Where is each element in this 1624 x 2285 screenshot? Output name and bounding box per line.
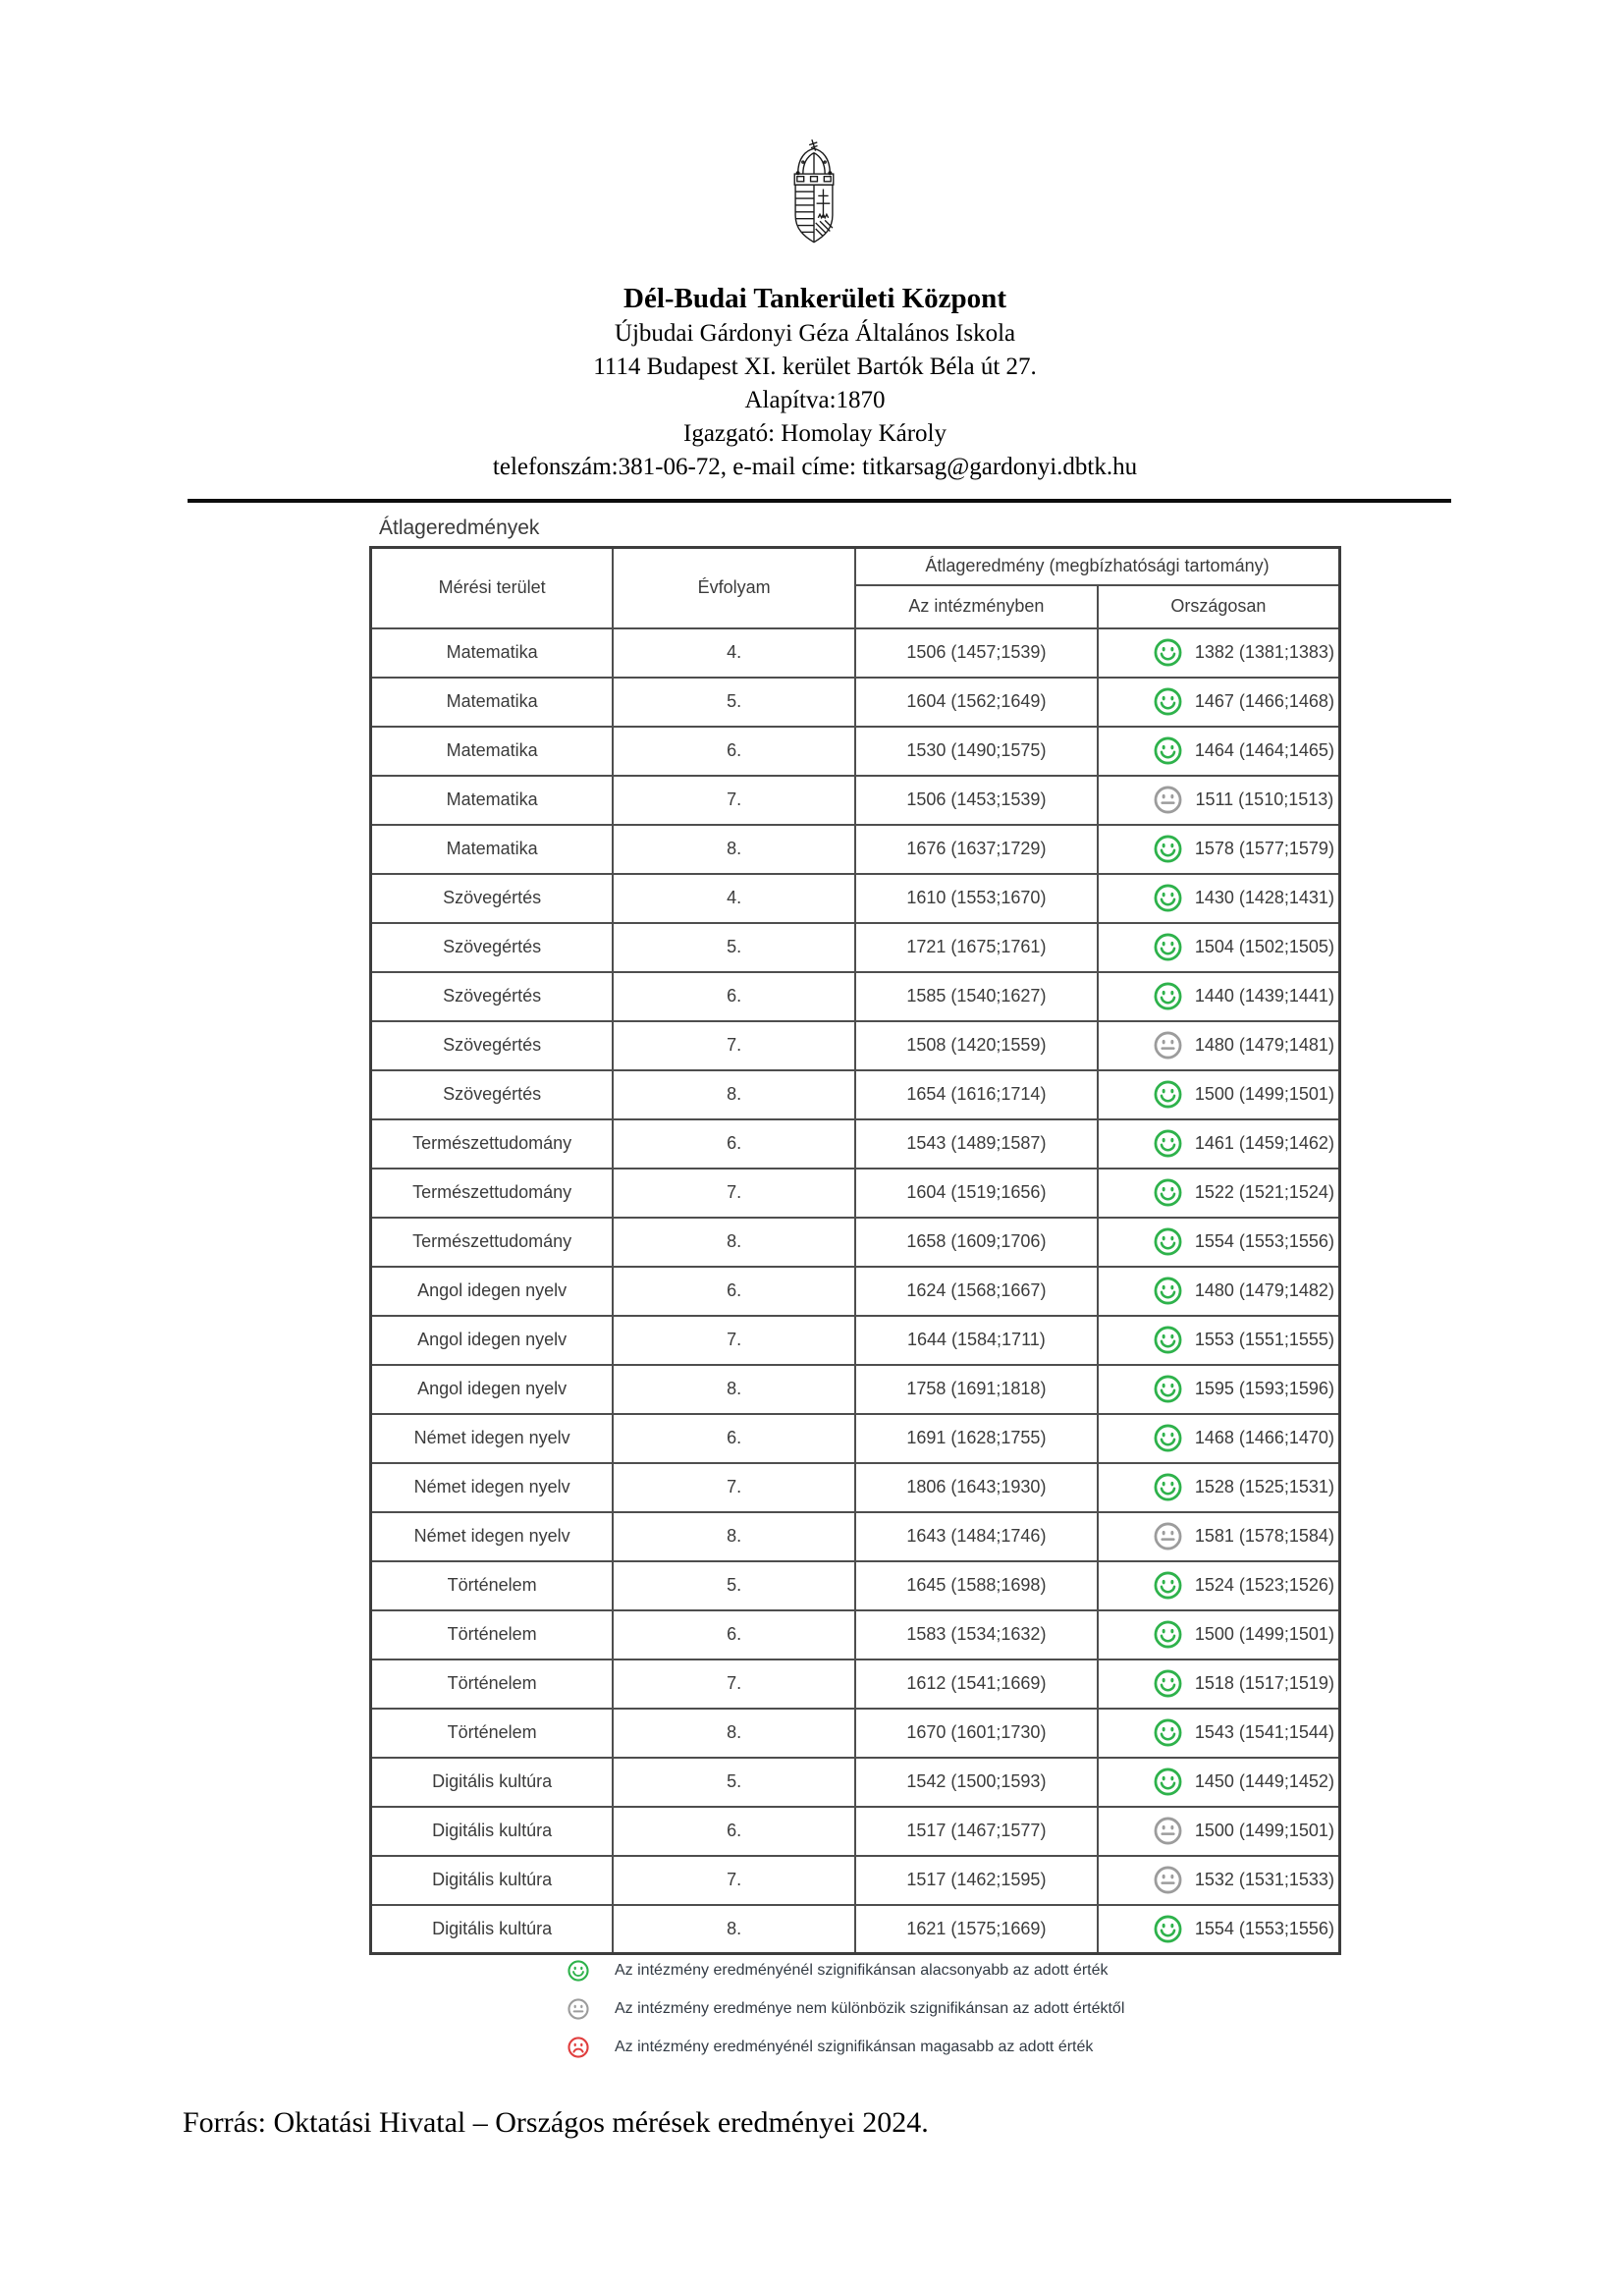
measurement-area-cell: Matematika: [371, 678, 614, 727]
measurement-area-cell: Német idegen nyelv: [371, 1463, 614, 1512]
institution-result-cell: 1542 (1500;1593): [855, 1758, 1098, 1807]
measurement-area-cell: Digitális kultúra: [371, 1758, 614, 1807]
national-result-cell: [1098, 1169, 1340, 1218]
measurement-area-cell: Matematika: [371, 727, 614, 776]
col-header-area: Mérési terület: [371, 548, 614, 628]
table-row: [371, 1905, 1340, 1954]
legend-item-label: Az intézmény eredményénél szignifikánsan magasabb az adott érték: [615, 2039, 1094, 2055]
national-result-cell: [1098, 1659, 1340, 1709]
col-header-result-group: Átlageredmény (megbízhatósági tartomány): [855, 548, 1340, 585]
school-address: 1114 Budapest XI. kerület Bartók Béla út 27.: [593, 354, 1037, 380]
institution-result-cell: 1643 (1484;1746): [855, 1512, 1098, 1561]
institution-result-cell: 1621 (1575;1669): [855, 1905, 1098, 1954]
national-result-value: 1382 (1381;1383): [1194, 642, 1334, 662]
table-row: [371, 1316, 1340, 1365]
org-name: Dél-Budai Tankerületi Központ: [623, 283, 1006, 314]
happy-smiley-icon: [1154, 1473, 1182, 1501]
happy-smiley-icon: [1154, 1227, 1182, 1256]
happy-smiley-icon: [1154, 1669, 1182, 1698]
table-row: [371, 776, 1340, 825]
table-row: [371, 1070, 1340, 1119]
national-result-value: 1553 (1551;1555): [1194, 1330, 1334, 1349]
institution-result-cell: 1506 (1457;1539): [855, 628, 1098, 678]
grade-cell: 4.: [613, 874, 855, 923]
measurement-area-cell: Szövegértés: [371, 874, 614, 923]
national-result-cell: [1098, 1807, 1340, 1856]
institution-result-cell: 1691 (1628;1755): [855, 1414, 1098, 1463]
national-result-cell: [1098, 776, 1340, 825]
table-row: [371, 678, 1340, 727]
grade-cell: 7.: [613, 1169, 855, 1218]
institution-result-cell: 1676 (1637;1729): [855, 825, 1098, 874]
institution-result-cell: 1530 (1490;1575): [855, 727, 1098, 776]
national-result-cell: [1098, 874, 1340, 923]
table-row: [371, 1021, 1340, 1070]
institution-result-cell: 1506 (1453;1539): [855, 776, 1098, 825]
grade-cell: 7.: [613, 776, 855, 825]
happy-smiley-icon: [1154, 1375, 1182, 1403]
happy-smiley-icon: [1154, 933, 1182, 961]
grade-cell: 8.: [613, 825, 855, 874]
national-result-cell: [1098, 1218, 1340, 1267]
national-result-value: 1500 (1499;1501): [1194, 1624, 1334, 1644]
section-title: Átlageredmények: [379, 517, 540, 539]
legend-item: [568, 1960, 1124, 1982]
table-row: [371, 727, 1340, 776]
national-result-cell: [1098, 727, 1340, 776]
col-header-grade: Évfolyam: [613, 548, 855, 628]
neutral-smiley-icon: [1154, 1031, 1182, 1060]
grade-cell: 7.: [613, 1316, 855, 1365]
grade-cell: 6.: [613, 1267, 855, 1316]
national-result-cell: [1098, 1856, 1340, 1905]
col-header-institution: Az intézményben: [855, 585, 1098, 628]
national-result-cell: [1098, 1610, 1340, 1659]
table-row: [371, 1709, 1340, 1758]
institution-result-cell: 1585 (1540;1627): [855, 972, 1098, 1021]
director-line: Igazgató: Homolay Károly: [683, 420, 947, 447]
national-result-cell: [1098, 1414, 1340, 1463]
national-result-value: 1554 (1553;1556): [1194, 1231, 1334, 1251]
measurement-area-cell: Történelem: [371, 1709, 614, 1758]
happy-smiley-icon: [1154, 1277, 1182, 1305]
national-result-cell: [1098, 628, 1340, 678]
national-result-value: 1464 (1464;1465): [1194, 740, 1334, 760]
measurement-area-cell: Digitális kultúra: [371, 1856, 614, 1905]
national-result-value: 1532 (1531;1533): [1194, 1870, 1334, 1889]
national-result-value: 1467 (1466;1468): [1194, 691, 1334, 711]
national-result-value: 1578 (1577;1579): [1194, 839, 1334, 858]
legend: [568, 1960, 1124, 2075]
measurement-area-cell: Történelem: [371, 1610, 614, 1659]
institution-result-cell: 1721 (1675;1761): [855, 923, 1098, 972]
institution-result-cell: 1604 (1519;1656): [855, 1169, 1098, 1218]
institution-result-cell: 1583 (1534;1632): [855, 1610, 1098, 1659]
national-result-cell: [1098, 1463, 1340, 1512]
measurement-area-cell: Szövegértés: [371, 972, 614, 1021]
happy-smiley-icon: [1154, 1768, 1182, 1796]
table-header-row-1: [371, 548, 1340, 585]
grade-cell: 4.: [613, 628, 855, 678]
national-result-value: 1528 (1525;1531): [1194, 1477, 1334, 1496]
grade-cell: 6.: [613, 1119, 855, 1169]
table-row: [371, 1267, 1340, 1316]
table-row: [371, 1119, 1340, 1169]
institution-result-cell: 1517 (1462;1595): [855, 1856, 1098, 1905]
measurement-area-cell: Digitális kultúra: [371, 1807, 614, 1856]
legend-item: [568, 2037, 1124, 2058]
table-row: [371, 1659, 1340, 1709]
national-result-value: 1461 (1459;1462): [1194, 1133, 1334, 1153]
neutral-smiley-icon: [568, 1998, 589, 2020]
grade-cell: 6.: [613, 1610, 855, 1659]
institution-result-cell: 1670 (1601;1730): [855, 1709, 1098, 1758]
grade-cell: 8.: [613, 1218, 855, 1267]
grade-cell: 7.: [613, 1021, 855, 1070]
happy-smiley-icon: [1154, 1326, 1182, 1354]
national-result-value: 1500 (1499;1501): [1194, 1084, 1334, 1104]
table-row: [371, 628, 1340, 678]
national-result-value: 1518 (1517;1519): [1194, 1673, 1334, 1693]
institution-result-cell: 1644 (1584;1711): [855, 1316, 1098, 1365]
national-result-value: 1524 (1523;1526): [1194, 1575, 1334, 1595]
measurement-area-cell: Német idegen nyelv: [371, 1414, 614, 1463]
national-result-cell: [1098, 1709, 1340, 1758]
table-row: [371, 1414, 1340, 1463]
measurement-area-cell: Történelem: [371, 1561, 614, 1610]
institution-result-cell: 1806 (1643;1930): [855, 1463, 1098, 1512]
measurement-area-cell: Angol idegen nyelv: [371, 1365, 614, 1414]
happy-smiley-icon: [1154, 1424, 1182, 1452]
national-result-value: 1450 (1449;1452): [1194, 1771, 1334, 1791]
table-row: [371, 1365, 1340, 1414]
national-result-value: 1504 (1502;1505): [1194, 937, 1334, 956]
grade-cell: 5.: [613, 923, 855, 972]
happy-smiley-icon: [1154, 1718, 1182, 1747]
national-result-value: 1430 (1428;1431): [1194, 888, 1334, 907]
neutral-smiley-icon: [1154, 786, 1182, 814]
founded-line: Alapítva:1870: [744, 387, 886, 413]
table-row: [371, 1758, 1340, 1807]
grade-cell: 5.: [613, 1758, 855, 1807]
happy-smiley-icon: [1154, 1915, 1182, 1943]
happy-smiley-icon: [1154, 687, 1182, 716]
measurement-area-cell: Angol idegen nyelv: [371, 1316, 614, 1365]
happy-smiley-icon: [1154, 1620, 1182, 1649]
measurement-area-cell: Német idegen nyelv: [371, 1512, 614, 1561]
institution-result-cell: 1543 (1489;1587): [855, 1119, 1098, 1169]
national-result-value: 1500 (1499;1501): [1194, 1821, 1334, 1840]
neutral-smiley-icon: [1154, 1866, 1182, 1894]
institution-result-cell: 1517 (1467;1577): [855, 1807, 1098, 1856]
table-row: [371, 1169, 1340, 1218]
table-row: [371, 1561, 1340, 1610]
measurement-area-cell: Természettudomány: [371, 1218, 614, 1267]
happy-smiley-icon: [1154, 736, 1182, 765]
institution-result-cell: 1654 (1616;1714): [855, 1070, 1098, 1119]
grade-cell: 7.: [613, 1463, 855, 1512]
national-result-cell: [1098, 972, 1340, 1021]
national-result-cell: [1098, 1905, 1340, 1954]
header-divider: [188, 499, 1451, 503]
institution-result-cell: 1645 (1588;1698): [855, 1561, 1098, 1610]
grade-cell: 8.: [613, 1365, 855, 1414]
measurement-area-cell: Szövegértés: [371, 1021, 614, 1070]
happy-smiley-icon: [1154, 1178, 1182, 1207]
measurement-area-cell: Történelem: [371, 1659, 614, 1709]
grade-cell: 5.: [613, 1561, 855, 1610]
table-row: [371, 972, 1340, 1021]
measurement-area-cell: Angol idegen nyelv: [371, 1267, 614, 1316]
table-row: [371, 923, 1340, 972]
legend-item-label: Az intézmény eredménye nem különbözik szignifikánsan az adott értéktől: [615, 2000, 1125, 2017]
grade-cell: 7.: [613, 1856, 855, 1905]
national-result-cell: [1098, 1758, 1340, 1807]
institution-result-cell: 1612 (1541;1669): [855, 1659, 1098, 1709]
neutral-smiley-icon: [1154, 1817, 1182, 1845]
national-result-cell: [1098, 1561, 1340, 1610]
national-result-value: 1480 (1479;1482): [1194, 1280, 1334, 1300]
happy-smiley-icon: [568, 1960, 589, 1982]
grade-cell: 5.: [613, 678, 855, 727]
national-result-cell: [1098, 678, 1340, 727]
happy-smiley-icon: [1154, 982, 1182, 1010]
sad-smiley-icon: [568, 2037, 589, 2058]
measurement-area-cell: Digitális kultúra: [371, 1905, 614, 1954]
grade-cell: 6.: [613, 1414, 855, 1463]
letterhead: [0, 281, 1624, 484]
happy-smiley-icon: [1154, 884, 1182, 912]
happy-smiley-icon: [1154, 835, 1182, 863]
national-result-value: 1480 (1479;1481): [1194, 1035, 1334, 1055]
national-result-value: 1468 (1466;1470): [1194, 1428, 1334, 1447]
table-row: [371, 825, 1340, 874]
grade-cell: 6.: [613, 1807, 855, 1856]
national-result-value: 1522 (1521;1524): [1194, 1182, 1334, 1202]
measurement-area-cell: Matematika: [371, 825, 614, 874]
grade-cell: 8.: [613, 1709, 855, 1758]
hungarian-coat-of-arms: [772, 138, 856, 246]
grade-cell: 6.: [613, 972, 855, 1021]
institution-result-cell: 1658 (1609;1706): [855, 1218, 1098, 1267]
national-result-cell: [1098, 1512, 1340, 1561]
institution-result-cell: 1610 (1553;1670): [855, 874, 1098, 923]
national-result-value: 1581 (1578;1584): [1194, 1526, 1334, 1546]
national-result-cell: [1098, 923, 1340, 972]
happy-smiley-icon: [1154, 638, 1182, 667]
happy-smiley-icon: [1154, 1571, 1182, 1600]
measurement-area-cell: Matematika: [371, 776, 614, 825]
grade-cell: 7.: [613, 1659, 855, 1709]
measurement-area-cell: Természettudomány: [371, 1169, 614, 1218]
happy-smiley-icon: [1154, 1129, 1182, 1158]
table-row: [371, 1856, 1340, 1905]
national-result-cell: [1098, 1021, 1340, 1070]
national-result-cell: [1098, 1267, 1340, 1316]
national-result-cell: [1098, 1119, 1340, 1169]
school-name: Újbudai Gárdonyi Géza Általános Iskola: [614, 320, 1016, 347]
institution-result-cell: 1508 (1420;1559): [855, 1021, 1098, 1070]
source-note: Forrás: Oktatási Hivatal – Országos mérések eredményei 2024.: [183, 2106, 929, 2139]
grade-cell: 8.: [613, 1070, 855, 1119]
institution-result-cell: 1604 (1562;1649): [855, 678, 1098, 727]
national-result-cell: [1098, 825, 1340, 874]
legend-item-label: Az intézmény eredményénél szignifikánsan alacsonyabb az adott érték: [615, 1962, 1109, 1979]
results-table: [369, 546, 1341, 1955]
national-result-value: 1595 (1593;1596): [1194, 1379, 1334, 1398]
measurement-area-cell: Szövegértés: [371, 923, 614, 972]
col-header-national: Országosan: [1098, 585, 1340, 628]
institution-result-cell: 1624 (1568;1667): [855, 1267, 1098, 1316]
national-result-cell: [1098, 1365, 1340, 1414]
neutral-smiley-icon: [1154, 1522, 1182, 1551]
table-row: [371, 1610, 1340, 1659]
table-row: [371, 1463, 1340, 1512]
results-table-body: [371, 628, 1340, 1954]
national-result-value: 1440 (1439;1441): [1194, 986, 1334, 1006]
table-row: [371, 874, 1340, 923]
national-result-value: 1511 (1510;1513): [1195, 789, 1334, 809]
grade-cell: 6.: [613, 727, 855, 776]
national-result-cell: [1098, 1316, 1340, 1365]
grade-cell: 8.: [613, 1905, 855, 1954]
grade-cell: 8.: [613, 1512, 855, 1561]
table-row: [371, 1512, 1340, 1561]
measurement-area-cell: Matematika: [371, 628, 614, 678]
national-result-value: 1554 (1553;1556): [1194, 1918, 1334, 1938]
institution-result-cell: 1758 (1691;1818): [855, 1365, 1098, 1414]
measurement-area-cell: Szövegértés: [371, 1070, 614, 1119]
contact-line: telefonszám:381-06-72, e-mail címe: titkarsag@gardonyi.dbtk.hu: [492, 454, 1138, 480]
measurement-area-cell: Természettudomány: [371, 1119, 614, 1169]
national-result-value: 1543 (1541;1544): [1194, 1722, 1334, 1742]
legend-item: [568, 1998, 1124, 2020]
table-row: [371, 1807, 1340, 1856]
table-row: [371, 1218, 1340, 1267]
happy-smiley-icon: [1154, 1080, 1182, 1109]
national-result-cell: [1098, 1070, 1340, 1119]
